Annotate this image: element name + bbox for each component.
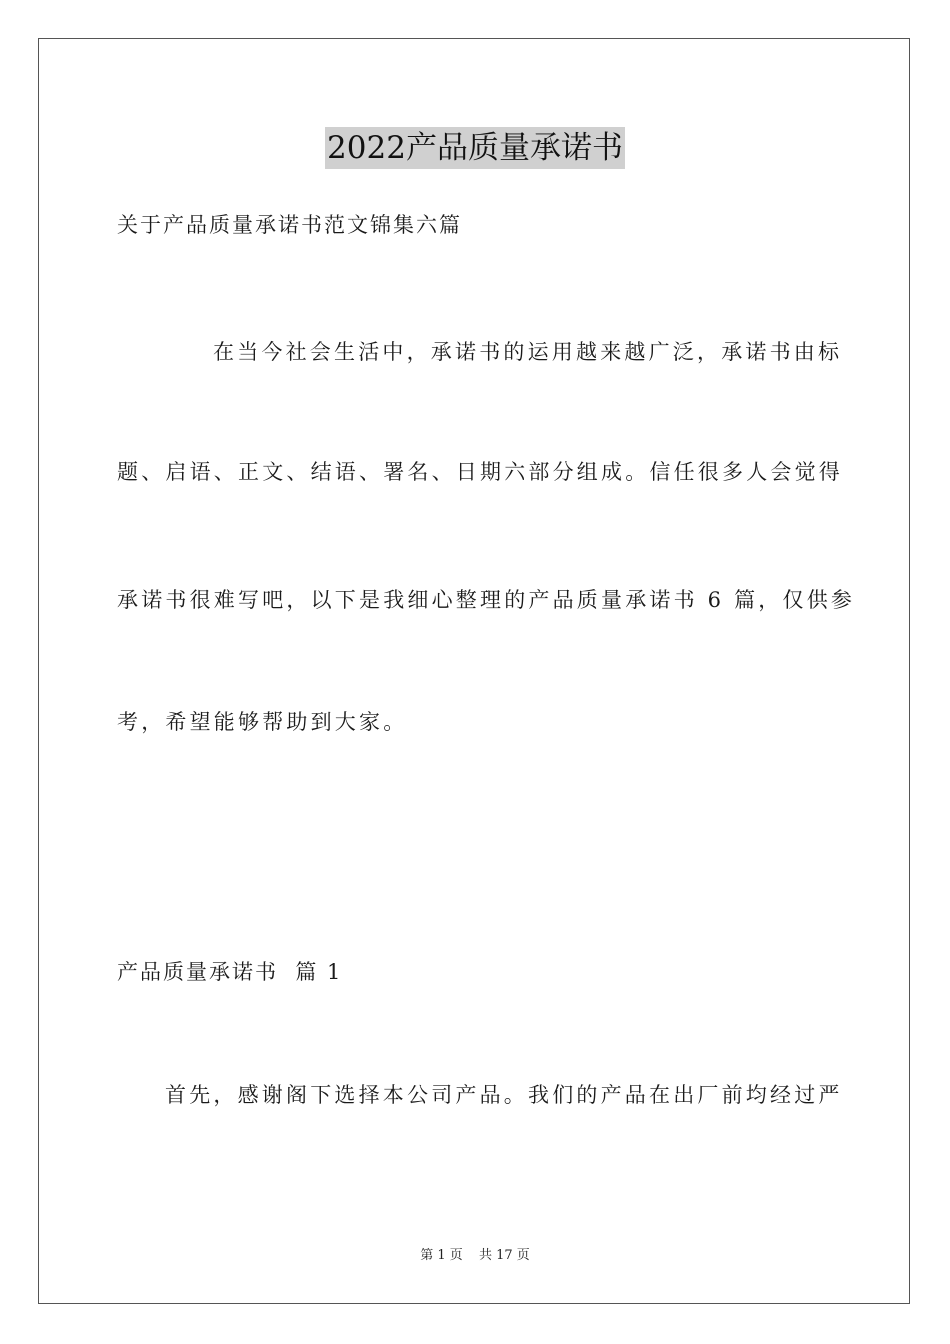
page-number-current: 第 1 页: [420, 1248, 463, 1263]
section-heading: 产品质量承诺书 篇 1: [117, 960, 343, 984]
intro-line-2: 题、启语、正文、结语、署名、日期六部分组成。信任很多人会觉得: [117, 460, 843, 484]
section-line-1: 首先，感谢阁下选择本公司产品。我们的产品在出厂前均经过严: [165, 1083, 843, 1107]
intro-line-4: 考，希望能够帮助到大家。: [117, 710, 408, 734]
document-subtitle: 关于产品质量承诺书范文锦集六篇: [117, 213, 462, 237]
page-number-total: 共 17 页: [478, 1248, 530, 1263]
document-title: 2022产品质量承诺书: [325, 127, 625, 169]
title-container: [0, 127, 950, 169]
intro-line-1: 在当今社会生活中，承诺书的运用越来越广泛，承诺书由标: [213, 340, 843, 364]
intro-line-3: 承诺书很难写吧，以下是我细心整理的产品质量承诺书 6 篇，仅供参: [117, 588, 856, 612]
page-footer: [0, 1247, 950, 1265]
